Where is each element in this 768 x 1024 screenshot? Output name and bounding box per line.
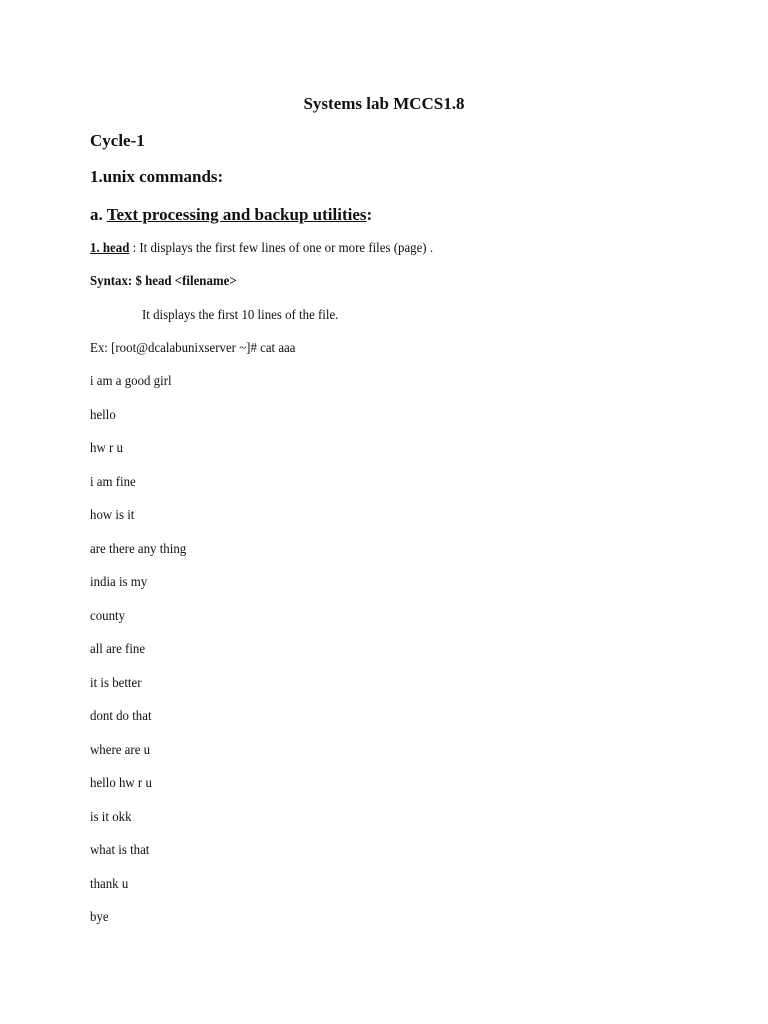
output-line: india is my [90,575,148,590]
cycle-heading: Cycle-1 [90,131,145,150]
output-line: hw r u [90,441,123,456]
output-line: are there any thing [90,541,187,557]
output-line: what is that [90,843,150,858]
subsection-suffix: : [366,205,373,224]
output-line: is it okk [90,809,132,825]
output-line: where are u [90,742,151,758]
output-line: county [90,608,126,624]
output-line: thank u [90,876,129,892]
output-line: all are fine [90,642,146,657]
section-heading: 1.unix commands: [90,167,224,186]
subsection-prefix: a. [90,205,107,224]
output-line: i am fine [90,474,136,490]
output-line: hello hw r u [90,776,152,791]
output-line: it is better [90,675,142,691]
output-line: hello [90,407,116,423]
example-output-list [90,373,195,943]
document-title: Systems lab MCCS1.8 [303,94,465,113]
command-syntax: Syntax: $ head <filename> [90,274,237,289]
subsection-heading [90,204,372,226]
command-explanation: It displays the first 10 lines of the file. [142,308,339,323]
command-name: 1. head [90,241,130,256]
output-line: i am a good girl [90,374,172,389]
command-example: Ex: [root@dcalabunixserver ~]# cat aaa [90,341,296,356]
subsection-title: Text processing and backup utilities [106,205,367,224]
output-line: dont do that [90,709,152,724]
command-description: : It displays the first few lines of one or more files (page) . [129,241,434,256]
output-line: bye [90,910,109,925]
command-description-line [90,240,433,258]
output-line: how is it [90,508,135,523]
